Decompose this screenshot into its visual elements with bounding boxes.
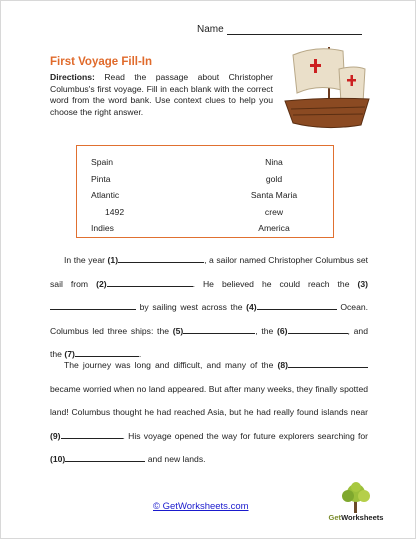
passage-text: became worried when no land appeared. But after many weeks, they finally spotted land! Columbus thought he had reached Asia, but he had really found islands near (50, 383, 368, 417)
blank-number: (10) (50, 454, 66, 464)
name-label: Name (197, 24, 224, 35)
logo-text-worksheets: Worksheets (341, 513, 384, 522)
passage-text: and new lands. (147, 454, 206, 464)
word-bank-item: 1492 (105, 206, 125, 217)
blank-number: (5) (172, 325, 184, 336)
footer-link[interactable]: © GetWorksheets.com (153, 501, 249, 512)
word-bank-item: crew (264, 206, 284, 217)
blank-number: (3) (357, 278, 368, 289)
directions-label: Directions: (50, 72, 95, 82)
passage-text: The journey was long and difficult, and many of the (64, 360, 274, 370)
answer-blank-3[interactable] (50, 299, 136, 310)
word-bank-item: Atlantic (91, 190, 120, 200)
passage-text: . (138, 349, 142, 359)
blank-number: (6) (277, 325, 288, 336)
blank-number: (8) (277, 360, 289, 370)
logo-text-get: Get (328, 513, 342, 522)
blank-number: (1) (107, 255, 119, 265)
name-line[interactable] (227, 24, 362, 35)
getworksheets-logo (321, 481, 391, 525)
passage-paragraph-1 (50, 249, 368, 367)
word-bank-item: America (258, 223, 290, 233)
answer-blank-8[interactable] (288, 357, 368, 368)
blank-number: (9) (50, 430, 61, 441)
word-bank-item: Indies (91, 223, 114, 233)
blank-number: (4) (246, 302, 257, 312)
blank-number: (2) (96, 278, 107, 289)
word-bank-item: Spain (91, 157, 113, 167)
answer-blank-2[interactable] (107, 276, 193, 287)
blank-number: (7) (64, 349, 75, 359)
passage-text: In the year (64, 255, 105, 265)
logo-text (321, 513, 391, 522)
answer-blank-10[interactable] (65, 451, 145, 462)
passage-text: , the (255, 325, 274, 336)
directions-text: Read the passage about Christopher Columbus's first voyage. Fill in each blank with the correct word from the word bank. Use context clues to help you choose the right answer. (50, 72, 274, 117)
word-bank-left-column (91, 154, 161, 237)
word-bank-item: gold (265, 173, 283, 184)
word-bank-item: Nina (265, 157, 283, 167)
tree-logo-icon (321, 481, 391, 515)
passage-text: , and the (50, 325, 368, 359)
passage-text: . His voyage opened the way for future explorers searching for (122, 430, 368, 441)
passage-text: by sailing west across the (139, 302, 243, 312)
ship-illustration (281, 39, 371, 139)
word-bank-right-column (229, 154, 319, 237)
directions (50, 72, 273, 118)
worksheet-title: First Voyage Fill-In (50, 56, 153, 68)
name-field[interactable] (197, 24, 362, 35)
passage-text: . He believed he could reach the (192, 278, 350, 289)
answer-blank-4[interactable] (257, 299, 337, 310)
answer-blank-9[interactable] (61, 428, 123, 439)
passage-text: , a sailor named Christopher Columbus set sail from (50, 255, 369, 289)
word-bank (76, 145, 334, 238)
passage-paragraph-2 (50, 354, 368, 472)
answer-blank-5[interactable] (183, 323, 255, 334)
answer-blank-1[interactable] (118, 252, 204, 263)
word-bank-item: Pinta (91, 173, 111, 184)
passage-text: Ocean. Columbus led three ships: the (50, 302, 369, 336)
word-bank-item: Santa Maria (250, 190, 298, 200)
answer-blank-6[interactable] (288, 323, 348, 334)
